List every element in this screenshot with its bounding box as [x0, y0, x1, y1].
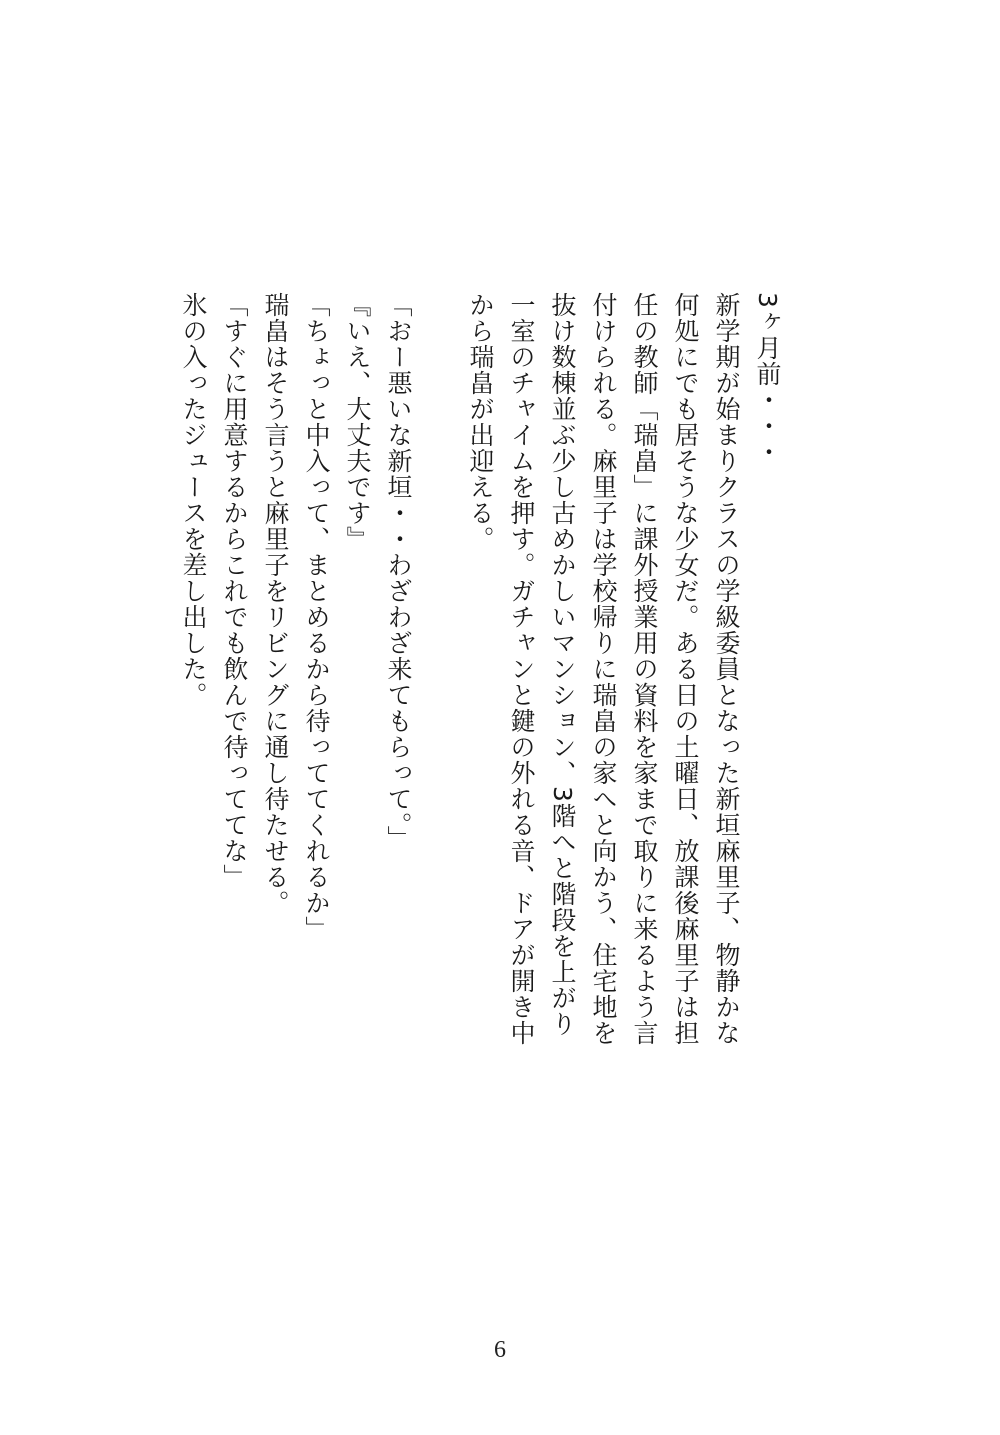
dialogue-line-2: 『いえ、大丈夫です』: [343, 292, 372, 552]
paragraph-3: 氷の入ったジュースを差し出した。: [179, 292, 208, 708]
paragraph-1: 新学期が始まりクラスの学級委員となった新垣麻里子、物静かな何処にでも居そうな少女だ。ある日の土曜日、放課後麻里子は担任の教師「瑞畠」に課外授業用の資料を家まで取りに来るよう言付けられる。麻里子は学校帰りに瑞畠の家へと向かう、住宅地を抜け数棟並ぶ少し古めかしいマンション、3階へと階段を上がり一室のチャイムを押す。ガチャンと鍵の外れる音、ドアが開き中から瑞畠が出迎える。: [466, 292, 741, 1046]
page-number: 6: [494, 1337, 506, 1363]
dialogue-line-1: 「おー悪いな新垣・・わざわざ来てもらって。」: [384, 292, 413, 852]
paragraph-spacer: [419, 292, 460, 1052]
dialogue-line-4: 「すぐに用意するからこれでも飲んで待っててな」: [220, 292, 249, 890]
vertical-text-body: [173, 292, 788, 1052]
chapter-heading: 3ヶ月前・・・: [753, 292, 782, 465]
paragraph-2: 瑞畠はそう言うと麻里子をリビングに通し待たせる。: [261, 292, 290, 916]
dialogue-line-3: 「ちょっと中入って、まとめるから待っててくれるか」: [302, 292, 331, 942]
